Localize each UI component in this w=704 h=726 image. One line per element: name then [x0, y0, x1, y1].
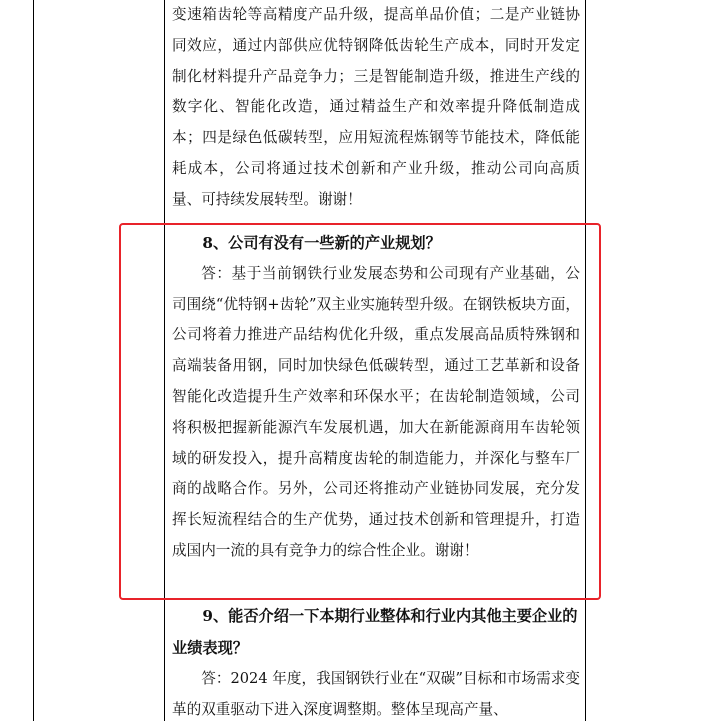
question-8-block	[172, 228, 580, 567]
table-border-right	[585, 0, 586, 721]
question-9-answer: 答：2024 年度，我国钢铁行业在“双碳”目标和市场需求变革的双重驱动下进入深度调整期。整体呈现高产量、	[172, 670, 580, 718]
table-column-divider	[164, 0, 165, 721]
previous-answer-block	[172, 0, 580, 216]
question-9-heading: 9、能否介绍一下本期行业整体和行业内其他主要企业的业绩表现？	[172, 607, 578, 657]
question-9-block	[172, 600, 580, 726]
previous-answer-text: 变速箱齿轮等高精度产品升级，提高单品价值；二是产业链协同效应，通过内部供应优特钢降低齿轮生产成本，同时开发定制化材料提升产品竞争力；三是智能制造升级，推进生产线的数字化、智能化改造，通过精益生产和效率提升降低制造成本；四是绿色低碳转型，应用短流程炼钢等节能技术，降低能耗成本，公司将通过技术创新和产业升级，推动公司向高质量、可持续发展转型。谢谢！	[172, 6, 580, 208]
table-border-left	[33, 0, 34, 721]
question-8-answer: 答：基于当前钢铁行业发展态势和公司现有产业基础，公司围绕“优特钢+齿轮”双主业实施转型升级。在钢铁板块方面，公司将着力推进产品结构优化升级，重点发展高品质特殊钢和高端装备用钢，同时加快绿色低碳转型，通过工艺革新和设备智能化改造提升生产效率和环保水平；在齿轮制造领域，公司将积极把握新能源汽车发展机遇，加大在新能源商用车齿轮领域的研发投入，提升高精度齿轮的制造能力，并深化与整车厂商的战略合作。另外，公司还将推动产业链协同发展，充分发挥长短流程结合的生产优势，通过技术创新和管理提升，打造成国内一流的具有竞争力的综合性企业。谢谢！	[172, 264, 580, 559]
question-8-heading: 8、公司有没有一些新的产业规划？	[202, 234, 441, 252]
